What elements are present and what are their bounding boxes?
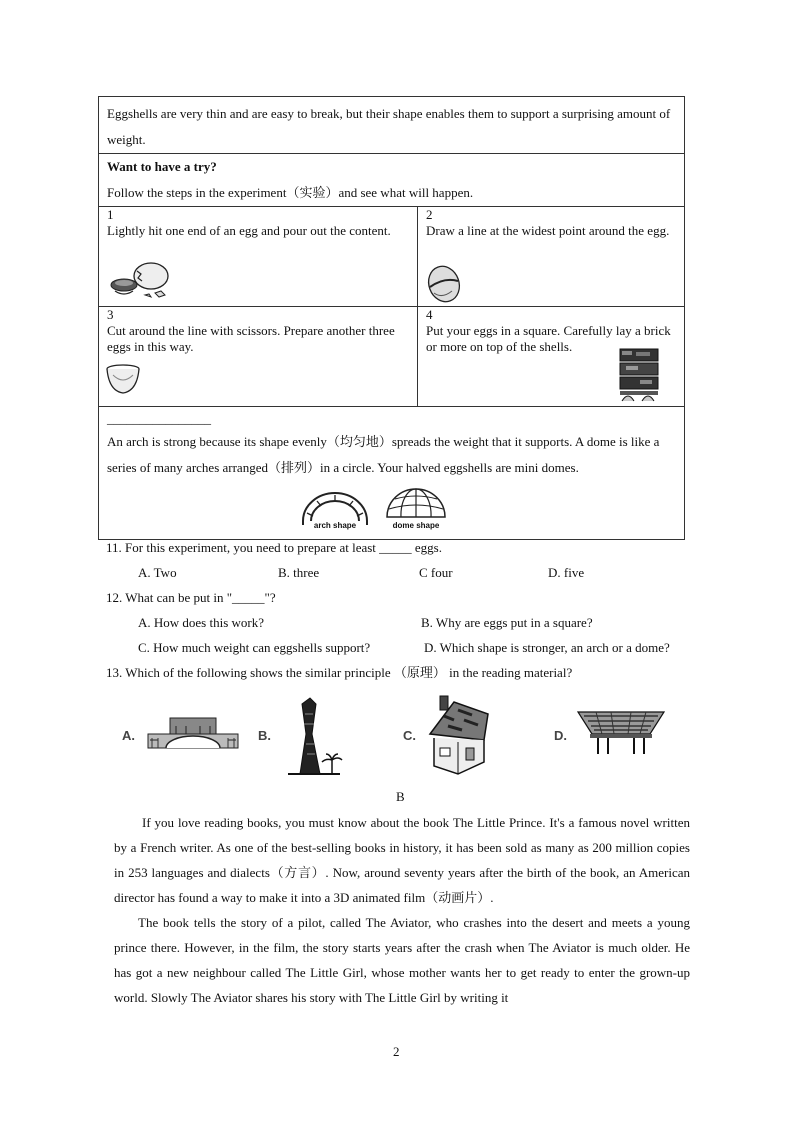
- dome-shape-icon: [385, 487, 447, 521]
- question-11-option-a[interactable]: A. Two: [138, 565, 177, 580]
- steps-row-2: [99, 307, 685, 407]
- inverted-pyramid-roof-icon[interactable]: [576, 708, 666, 756]
- question-12-option-c[interactable]: C. How much weight can eggshells support?: [138, 640, 371, 655]
- page-number: 2: [393, 1044, 400, 1059]
- step-text: Cut around the line with scissors. Prepare another three eggs in this way.: [107, 323, 395, 354]
- question-12-option-a[interactable]: A. How does this work?: [138, 615, 265, 630]
- explanation-text: An arch is strong because its shape evenly（均匀地）spreads the weight that it supports. A dome is like a series of many arches arranged（排列）in a circle. Your halved eggshells are mini domes.: [107, 434, 660, 475]
- marked-egg-icon: [424, 263, 464, 305]
- answer-blank: ________________: [107, 411, 211, 426]
- section-b-paragraph-2: The book tells the story of a pilot, called The Aviator, who crashes into the desert and meets a young prince there. However, in the film, the story starts years after the crash when The Aviator is much older. He has got a new neighbour called The Little Girl, whose mother wants her to get ready to enter the grown-up world. Slowly The Aviator shares his story with The Little Girl by writing it: [114, 915, 690, 1005]
- question-13-option-a-label[interactable]: A.: [122, 728, 135, 743]
- step-number: 2: [426, 207, 433, 222]
- intro-text: Eggshells are very thin and are easy to break, but their shape enables them to support a surprising amount of weight.: [107, 106, 671, 147]
- try-instruction: Follow the steps in the experiment（实验）and see what will happen.: [107, 185, 474, 200]
- step-text: Put your eggs in a square. Carefully lay a brick or more on top of the shells.: [426, 323, 671, 354]
- step-cell-3: [99, 307, 418, 407]
- question-13-option-b-label[interactable]: B.: [258, 728, 271, 743]
- step-number: 1: [107, 207, 114, 222]
- step-text: Draw a line at the widest point around the egg.: [426, 223, 670, 238]
- bricks-on-shells-icon: [618, 347, 660, 403]
- step-cell-1: [99, 207, 418, 307]
- house-icon[interactable]: [424, 694, 494, 778]
- step-text: Lightly hit one end of an egg and pour out the content.: [107, 223, 391, 238]
- step-cell-2: [418, 207, 685, 307]
- question-11-stem: 11. For this experiment, you need to prepare at least _____ eggs.: [106, 540, 442, 555]
- question-11-option-d[interactable]: D. five: [548, 565, 585, 580]
- section-b-label: B: [396, 789, 405, 804]
- question-13-stem: 13. Which of the following shows the similar principle （原理） in the reading material?: [106, 665, 573, 680]
- question-13-option-d-label[interactable]: D.: [554, 728, 567, 743]
- broken-egg-icon: [107, 259, 175, 301]
- question-11-option-b[interactable]: B. three: [278, 565, 320, 580]
- question-12-option-b[interactable]: B. Why are eggs put in a square?: [421, 615, 593, 630]
- intro-row: [99, 97, 685, 154]
- eggshell-bowl-icon: [105, 361, 141, 397]
- dome-shape-label: dome shape: [392, 521, 440, 530]
- steps-row-1: [99, 207, 685, 307]
- try-row: [99, 154, 685, 207]
- step-number: 4: [426, 307, 433, 322]
- bridge-arch-icon[interactable]: [146, 714, 240, 754]
- question-12-option-d[interactable]: D. Which shape is stronger, an arch or a dome?: [424, 640, 670, 655]
- step-number: 3: [107, 307, 114, 322]
- experiment-table: [98, 96, 685, 540]
- tower-icon[interactable]: [280, 694, 348, 778]
- section-b-paragraph-1: If you love reading books, you must know about the book The Little Prince. It's a famous novel written by a French writer. As one of the best-selling books in history, it has been sold as many as 200 million copies in 253 languages and dialects（方言）. Now, around seventy years after the birth of the book, an American director has found a way to make it into a 3D animated film（动画片）.: [114, 815, 690, 905]
- step-cell-4: [418, 307, 685, 407]
- question-11-option-c[interactable]: C four: [419, 565, 453, 580]
- try-heading: Want to have a try?: [107, 159, 217, 174]
- question-12-stem: 12. What can be put in "_____"?: [106, 590, 276, 605]
- question-13-option-c-label[interactable]: C.: [403, 728, 416, 743]
- explanation-row: [99, 407, 685, 540]
- arch-shape-label: arch shape: [313, 521, 357, 530]
